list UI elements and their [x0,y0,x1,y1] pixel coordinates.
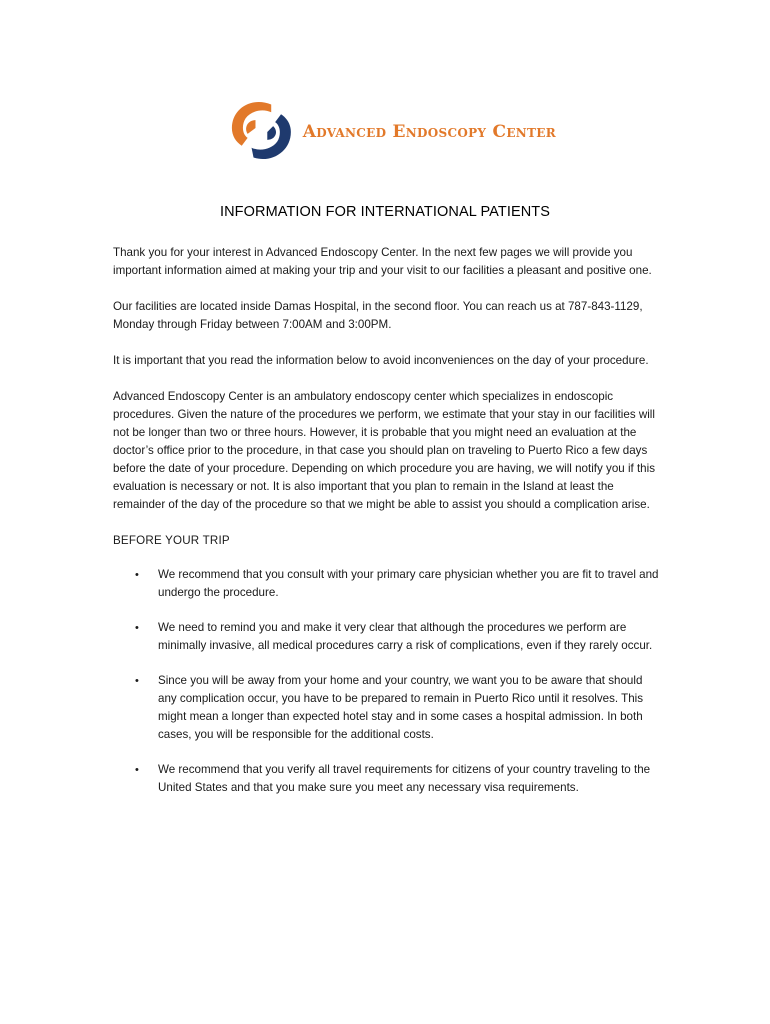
list-item [113,672,661,744]
bullet-icon: • [135,622,139,634]
paragraph-importance: It is important that you read the information below to avoid inconveniences on the day of your procedure. [113,354,649,367]
bullet-icon: • [135,569,139,581]
bullet-icon: • [135,764,139,776]
list-item [113,566,661,602]
paragraph-location: Our facilities are located inside Damas Hospital, in the second floor. You can reach us at 787-843-1129, Monday through Friday between 7:00AM and 3:00PM. [113,300,643,331]
list-item-text: We recommend that you consult with your primary care physician whether you are fit to travel and undergo the procedure. [158,568,659,599]
page-title: INFORMATION FOR INTERNATIONAL PATIENTS [219,204,551,220]
list-item-text: We recommend that you verify all travel requirements for citizens of your country traveling to the United States and that you make sure you meet any necessary visa requirements. [158,763,651,794]
bullet-list [113,566,661,797]
list-item [113,761,661,797]
logo-wordmark: Advanced Endoscopy Center [302,122,556,142]
logo [226,94,556,166]
list-item [113,619,661,655]
section-heading-before-trip: BEFORE YOUR TRIP [113,534,230,547]
list-item-text: Since you will be away from your home and your country, we want you to be aware that should any complication occur, you have to be prepared to remain in Puerto Rico until it resolves. This might mean a longer than expected hotel stay and in some cases a hospital admission. In both cases, you will be responsible for the additional costs. [158,674,644,741]
document-body [113,244,661,814]
list-item-text: We need to remind you and make it very clear that although the procedures we perform are minimally invasive, all medical procedures carry a risk of complications, even if they rarely occur. [158,621,653,652]
logo-mark-icon [226,94,297,166]
paragraph-about: Advanced Endoscopy Center is an ambulatory endoscopy center which specializes in endoscopic procedures. Given the nature of the procedures we perform, we estimate that your stay in our facilities will not be longer than two or three hours. However, it is probable that you might need an evaluation at the doctor’s office prior to the procedure, in that case you should plan on traveling to Puerto Rico a few days before the date of your procedure. Depending on which procedure you are having, we will notify you if this evaluation is necessary or not. It is also important that you plan to remain in the Island at least the remainder of the day of the procedure so that we might be able to assist you should a complication arise. [113,390,656,511]
bullet-icon: • [135,675,139,687]
paragraph-intro: Thank you for your interest in Advanced Endoscopy Center. In the next few pages we will provide you important information aimed at making your trip and your visit to our facilities a pleasant and positive one. [113,246,652,277]
